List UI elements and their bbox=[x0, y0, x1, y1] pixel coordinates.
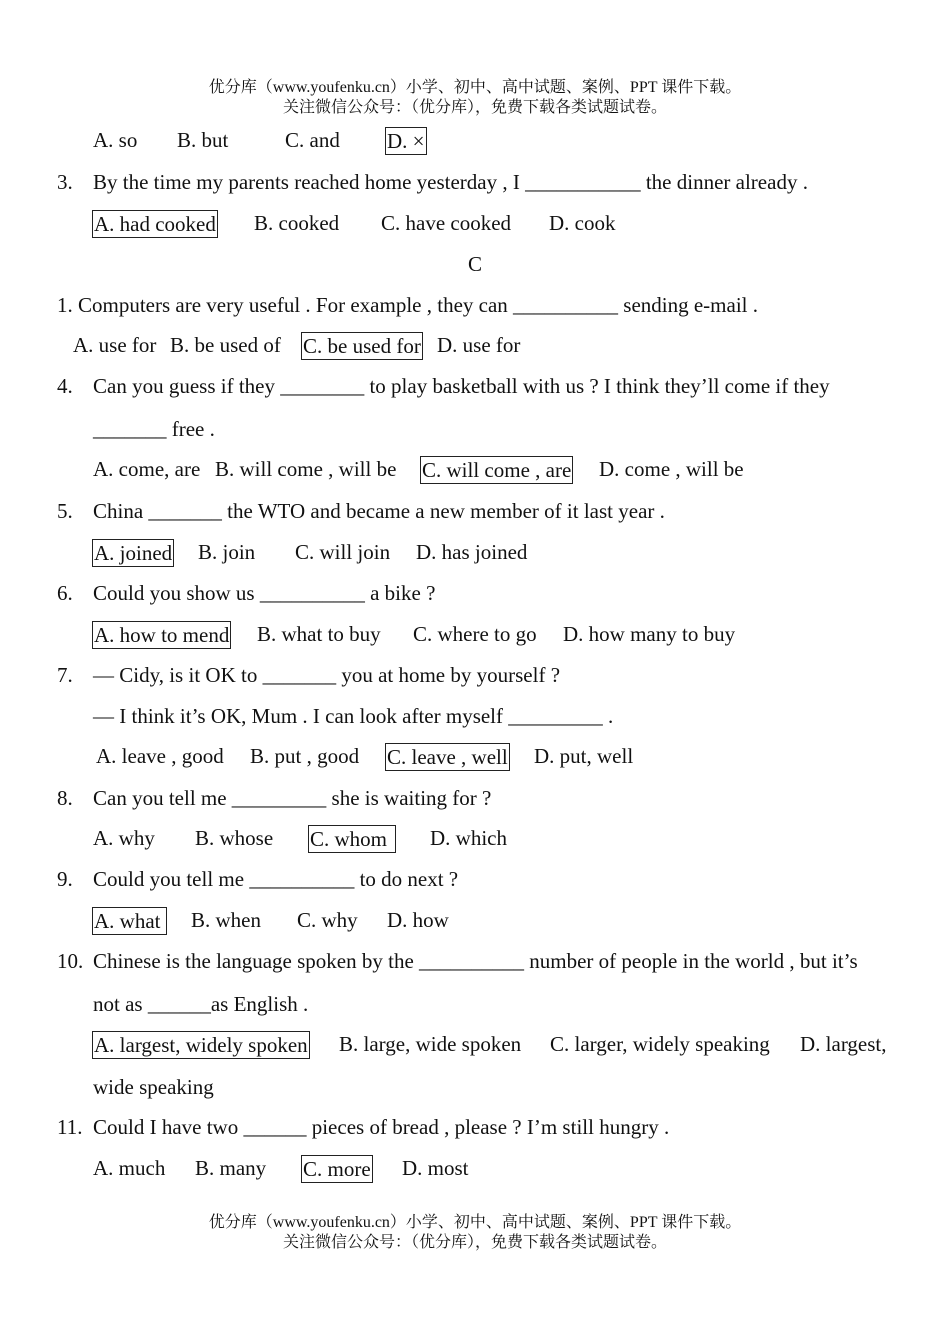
question-number: 9. bbox=[57, 867, 73, 891]
option-a-answer: A. how to mend bbox=[94, 623, 230, 647]
page-footer bbox=[0, 1213, 950, 1253]
option-b: B. when bbox=[191, 908, 261, 932]
option-d-answer: D. × bbox=[387, 129, 425, 153]
option-a-answer: A. largest, widely spoken bbox=[94, 1033, 308, 1057]
question-number: 10. bbox=[57, 949, 84, 973]
option-d: D. has joined bbox=[416, 540, 528, 564]
option-c-answer: C. whom bbox=[308, 825, 396, 853]
option-b: B. be used of bbox=[170, 333, 281, 357]
option-c-answer: C. be used for bbox=[303, 334, 421, 358]
option-b: B. but bbox=[177, 128, 229, 152]
option-c: C. why bbox=[297, 908, 358, 932]
option-b: B. what to buy bbox=[257, 622, 381, 646]
question-number: 6. bbox=[57, 581, 73, 605]
option-d: D. cook bbox=[549, 211, 616, 235]
option-a: A. come, are bbox=[93, 457, 201, 481]
question-10-line-2: not as ______as English . bbox=[93, 992, 309, 1016]
question-text: Can you tell me _________ she is waiting for ? bbox=[93, 786, 492, 810]
option-a: A. much bbox=[93, 1156, 166, 1180]
option-a-answer: A. what bbox=[92, 907, 167, 935]
question-number: 11. bbox=[57, 1115, 83, 1139]
option-d: D. come , will be bbox=[599, 457, 744, 481]
option-c: C. larger, widely speaking bbox=[550, 1032, 770, 1056]
question-number: 5. bbox=[57, 499, 73, 523]
footer-line-1: 优分库（www.youfenku.cn）小学、初中、高中试题、案例、PPT 课件下载。 bbox=[208, 1214, 742, 1231]
option-c-answer: C. leave , well bbox=[387, 745, 508, 769]
header-line-2: 关注微信公众号：（优分库），免费下载各类试题试卷。 bbox=[282, 99, 667, 116]
question-number: 8. bbox=[57, 786, 73, 810]
option-d: D. which bbox=[430, 826, 507, 850]
option-d: D. how bbox=[387, 908, 449, 932]
question-text: Could you tell me __________ to do next ? bbox=[93, 867, 459, 891]
question-text: Chinese is the language spoken by the __________ number of people in the world , but it’s bbox=[93, 949, 858, 973]
option-a: A. leave , good bbox=[96, 744, 224, 768]
option-b: B. will come , will be bbox=[215, 457, 397, 481]
question-text: — Cidy, is it OK to _______ you at home by yourself ? bbox=[93, 663, 561, 687]
question-number: 4. bbox=[57, 374, 73, 398]
option-a: A. why bbox=[93, 826, 155, 850]
question-7-line-2: — I think it’s OK, Mum . I can look after myself _________ . bbox=[93, 704, 614, 728]
question-text bbox=[93, 373, 893, 399]
option-d: D. how many to buy bbox=[563, 622, 736, 646]
section-heading: C bbox=[467, 252, 482, 276]
option-d: D. largest, bbox=[800, 1032, 887, 1056]
footer-line-2: 关注微信公众号：（优分库），免费下载各类试题试卷。 bbox=[282, 1234, 667, 1251]
question-text-content: Can you guess if they ________ to play basketball with us ? I think they’ll come if they bbox=[93, 374, 830, 398]
option-b: B. many bbox=[195, 1156, 267, 1180]
question-text: Could I have two ______ pieces of bread , please ? I’m still hungry . bbox=[93, 1115, 670, 1139]
option-c: C. will join bbox=[295, 540, 391, 564]
option-a: A. so bbox=[93, 128, 138, 152]
question-text: Could you show us __________ a bike ? bbox=[93, 581, 436, 605]
option-c-answer: C. more bbox=[303, 1157, 371, 1181]
option-c: C. and bbox=[285, 128, 340, 152]
question-text: By the time my parents reached home yesterday , I ___________ the dinner already . bbox=[93, 170, 808, 194]
option-b: B. cooked bbox=[254, 211, 340, 235]
question-text: China _______ the WTO and became a new member of it last year . bbox=[93, 499, 665, 523]
question-4-line-2: _______ free . bbox=[93, 417, 215, 441]
question-number: 7. bbox=[57, 663, 73, 687]
option-c: C. have cooked bbox=[381, 211, 512, 235]
option-b: B. large, wide spoken bbox=[339, 1032, 522, 1056]
question-1: 1. Computers are very useful . For example , they can __________ sending e-mail . bbox=[57, 293, 758, 317]
question-10-option-d-continued: wide speaking bbox=[93, 1075, 214, 1099]
option-d: D. use for bbox=[437, 333, 521, 357]
page-header bbox=[0, 78, 950, 118]
option-c-answer: C. will come , are bbox=[422, 458, 572, 482]
option-a-answer: A. had cooked bbox=[94, 212, 216, 236]
option-d: D. put, well bbox=[534, 744, 634, 768]
header-line-1: 优分库（www.youfenku.cn）小学、初中、高中试题、案例、PPT 课件下载。 bbox=[208, 79, 742, 96]
option-a-answer: A. joined bbox=[94, 541, 173, 565]
option-b: B. put , good bbox=[250, 744, 360, 768]
option-d: D. most bbox=[402, 1156, 469, 1180]
option-b: B. whose bbox=[195, 826, 274, 850]
option-b: B. join bbox=[198, 540, 256, 564]
option-c: C. where to go bbox=[413, 622, 537, 646]
option-a: A. use for bbox=[73, 333, 157, 357]
question-number: 3. bbox=[57, 170, 73, 194]
